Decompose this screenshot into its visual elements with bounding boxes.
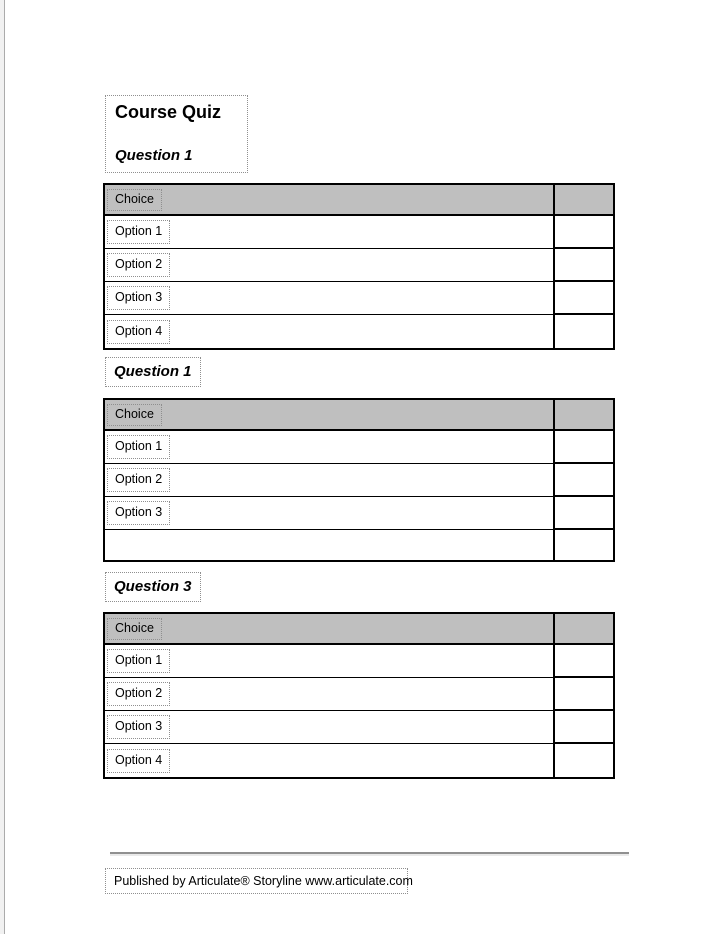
option-row <box>105 464 613 497</box>
option-row <box>105 678 613 711</box>
answer-cell <box>553 249 613 281</box>
choice-header-cell <box>105 614 553 643</box>
option-row <box>105 216 613 249</box>
answer-cell <box>553 678 613 710</box>
option-placeholder[interactable]: Option 2 <box>107 468 170 492</box>
option-placeholder[interactable]: Option 4 <box>107 320 170 344</box>
page-edge <box>0 0 5 934</box>
empty-option-row <box>105 530 613 560</box>
footer-divider <box>110 852 629 856</box>
option-placeholder[interactable]: Option 3 <box>107 715 170 739</box>
table-header-row <box>105 185 613 216</box>
question-3-heading-placeholder[interactable]: Question 3 <box>105 572 201 602</box>
question-2-heading-placeholder[interactable]: Question 1 <box>105 357 201 387</box>
option-placeholder[interactable]: Option 1 <box>107 220 170 244</box>
choice-header-placeholder[interactable]: Choice <box>107 618 162 640</box>
option-row <box>105 744 613 777</box>
page-title: Course Quiz <box>115 102 222 122</box>
answer-cell <box>553 711 613 743</box>
option-row <box>105 497 613 530</box>
answer-cell <box>553 497 613 529</box>
footer-publisher-placeholder[interactable]: Published by Articulate® Storyline www.articulate.com <box>105 868 408 894</box>
option-row <box>105 249 613 282</box>
option-row <box>105 711 613 744</box>
choice-header-cell <box>105 185 553 214</box>
option-row <box>105 431 613 464</box>
choice-header-placeholder[interactable]: Choice <box>107 189 162 211</box>
choice-header-cell <box>105 400 553 429</box>
quiz-title-placeholder[interactable] <box>105 95 248 173</box>
answer-header-cell <box>553 614 613 643</box>
option-placeholder[interactable]: Option 4 <box>107 749 170 773</box>
option-placeholder[interactable]: Option 3 <box>107 501 170 525</box>
question-3-choices-table <box>103 612 615 779</box>
choice-header-placeholder[interactable]: Choice <box>107 404 162 426</box>
option-placeholder[interactable]: Option 2 <box>107 682 170 706</box>
option-placeholder[interactable]: Option 2 <box>107 253 170 277</box>
option-row <box>105 645 613 678</box>
table-header-row <box>105 614 613 645</box>
option-placeholder[interactable]: Option 1 <box>107 649 170 673</box>
answer-cell <box>553 282 613 314</box>
answer-header-cell <box>553 400 613 429</box>
answer-cell <box>553 315 613 348</box>
option-placeholder[interactable]: Option 3 <box>107 286 170 310</box>
option-placeholder[interactable]: Option 1 <box>107 435 170 459</box>
answer-cell <box>553 744 613 777</box>
answer-cell <box>553 216 613 248</box>
answer-cell <box>553 530 613 560</box>
table-header-row <box>105 400 613 431</box>
answer-header-cell <box>553 185 613 214</box>
answer-cell <box>553 645 613 677</box>
answer-cell <box>553 431 613 463</box>
option-row <box>105 282 613 315</box>
option-row <box>105 315 613 348</box>
question-1-choices-table <box>103 183 615 350</box>
question-1-heading: Question 1 <box>115 146 193 164</box>
question-2-choices-table <box>103 398 615 562</box>
answer-cell <box>553 464 613 496</box>
